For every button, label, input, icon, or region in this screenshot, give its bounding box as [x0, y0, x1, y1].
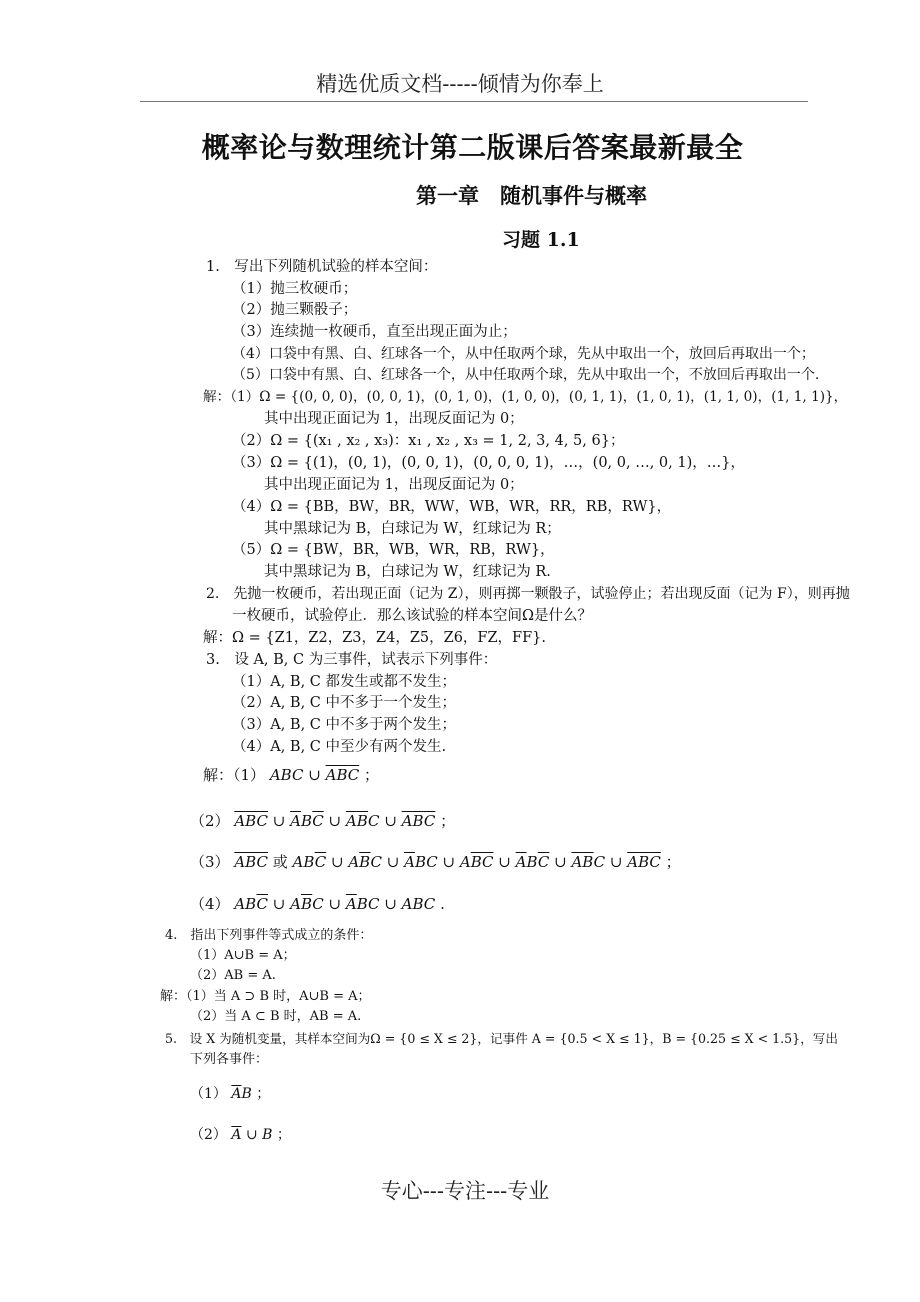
q1-answer-2: （2）Ω = {(x₁ , x₂ , x₃)：x₁ , x₂ , x₃ = 1, 2, 3, 4, 5, 6}；: [232, 433, 625, 449]
q5-item-1: （1） $\overline{A}B$ ；: [190, 1086, 271, 1102]
header-rule: [140, 101, 808, 102]
q3-answer-1: 解：（1） ABC ∪ $\overline{A}\overline{B}\overline{C}$ ；: [203, 766, 380, 784]
q4-item-1: （1）A∪B = A；: [190, 948, 296, 963]
q3-answer-2: （2） $\overline{A}\overline{B}\overline{C}$ ∪ $\overline{A}B\overline{C}$ ∪ $\overline{A}\overline{B}C$ ∪ $\overline{A}\overline{B}\overline{C}$ ；: [190, 812, 456, 830]
q3-answer-3: （3） $\overline{ABC}$ 或 $AB\overline{C}$ ∪ $A\overline{B}C$ ∪ $\overline{A}BC$ ∪ $A\overline{B}\overline{C}$ ∪ $\overline{A}B\overline{C}$ ∪ $\overline{A}\overline{B}C$ ∪ $\overline{A}\overline{B}\overline{C}$ ；: [190, 853, 681, 871]
q1-item-1: （1）抛三枚硬币；: [232, 281, 358, 297]
section-heading: 习题 1.1: [502, 229, 580, 251]
q1-answer-4-note: 其中黑球记为 B，白球记为 W，红球记为 R；: [264, 521, 561, 537]
q4-answer-2: （2）当 A ⊂ B 时，AB = A.: [190, 1009, 362, 1024]
q1-answer-5: （5）Ω = {BW，BR，WB，WR，RB，RW}，: [232, 542, 555, 558]
q2-prompt-line-1: 2. 先抛一枚硬币，若出现正面（记为 Z），则再掷一颗骰子，试验停止；若出现反面（记为 F），则再抛: [206, 586, 850, 602]
q5-prompt-line-2: 下列各事件：: [190, 1052, 269, 1067]
q1-item-4: （4）口袋中有黑、白、红球各一个，从中任取两个球，先从中取出一个，放回后再取出一个；: [232, 346, 815, 362]
q1-answer-5-note: 其中黑球记为 B，白球记为 W，红球记为 R.: [264, 564, 551, 580]
q4-answer-1: 解：（1）当 A ⊃ B 时，A∪B = A；: [160, 989, 371, 1004]
q2-answer: 解：Ω = {Z1，Z2，Z3，Z4，Z5，Z6，FZ，FF}.: [203, 630, 547, 646]
q3-answer-4: （4） $AB\overline{C}$ ∪ $A\overline{B}C$ ∪ $\overline{A}BC$ ∪ ABC .: [190, 895, 445, 913]
q1-item-5: （5）口袋中有黑、白、红球各一个，从中任取两个球，先从中取出一个，不放回后再取出一个.: [232, 367, 820, 383]
q2-prompt-line-2: 一枚硬币，试验停止．那么该试验的样本空间Ω是什么？: [232, 608, 593, 624]
q1-prompt: 1. 写出下列随机试验的样本空间：: [206, 259, 438, 275]
q4-item-2: （2）AB = A.: [190, 968, 276, 983]
q1-answer-1: 解：（1）Ω = {(0, 0, 0)，(0, 0, 1)，(0, 1, 0)，(1, 0, 0)，(0, 1, 1)，(1, 0, 1)，(1, 1, 0)，(1, 1, 1)}，: [203, 389, 848, 405]
q1-item-3: （3）连续抛一枚硬币，直至出现正面为止；: [232, 324, 517, 340]
q1-answer-3: （3）Ω = {(1)，(0, 1)，(0, 0, 1)，(0, 0, 0, 1)，…，(0, 0, …, 0, 1)，…}，: [232, 455, 745, 471]
q3-item-2: （2）A, B, C 中不多于一个发生；: [232, 695, 456, 711]
q3-item-4: （4）A, B, C 中至少有两个发生.: [232, 739, 447, 755]
q1-answer-1-note: 其中出现正面记为 1，出现反面记为 0；: [264, 411, 524, 427]
document-title: 概率论与数理统计第二版课后答案最新最全: [201, 131, 744, 164]
page-header: 精选优质文档-----倾情为你奉上: [316, 72, 604, 96]
q3-prompt: 3. 设 A, B, C 为三事件，试表示下列事件：: [206, 652, 498, 668]
q1-answer-4: （4）Ω = {BB，BW，BR，WW，WB，WR，RR，RB，RW}，: [232, 499, 672, 515]
q1-answer-3-note: 其中出现正面记为 1，出现反面记为 0；: [264, 477, 524, 493]
q5-prompt-line-1: 5. 设 X 为随机变量，其样本空间为Ω = {0 ≤ X ≤ 2}，记事件 A = {0.5 < X ≤ 1}，B = {0.25 ≤ X < 1.5}，写出: [165, 1031, 838, 1046]
page-footer: 专心---专注---专业: [380, 1179, 550, 1203]
q3-item-1: （1）A, B, C 都发生或都不发生；: [232, 674, 456, 690]
q5-item-2: （2） $\overline{A}$ ∪ B ；: [190, 1127, 291, 1143]
q4-prompt: 4. 指出下列事件等式成立的条件：: [165, 928, 373, 943]
chapter-heading: 第一章 随机事件与概率: [416, 183, 647, 208]
q3-item-3: （3）A, B, C 中不多于两个发生；: [232, 717, 456, 733]
q1-item-2: （2）抛三颗骰子；: [232, 302, 358, 318]
